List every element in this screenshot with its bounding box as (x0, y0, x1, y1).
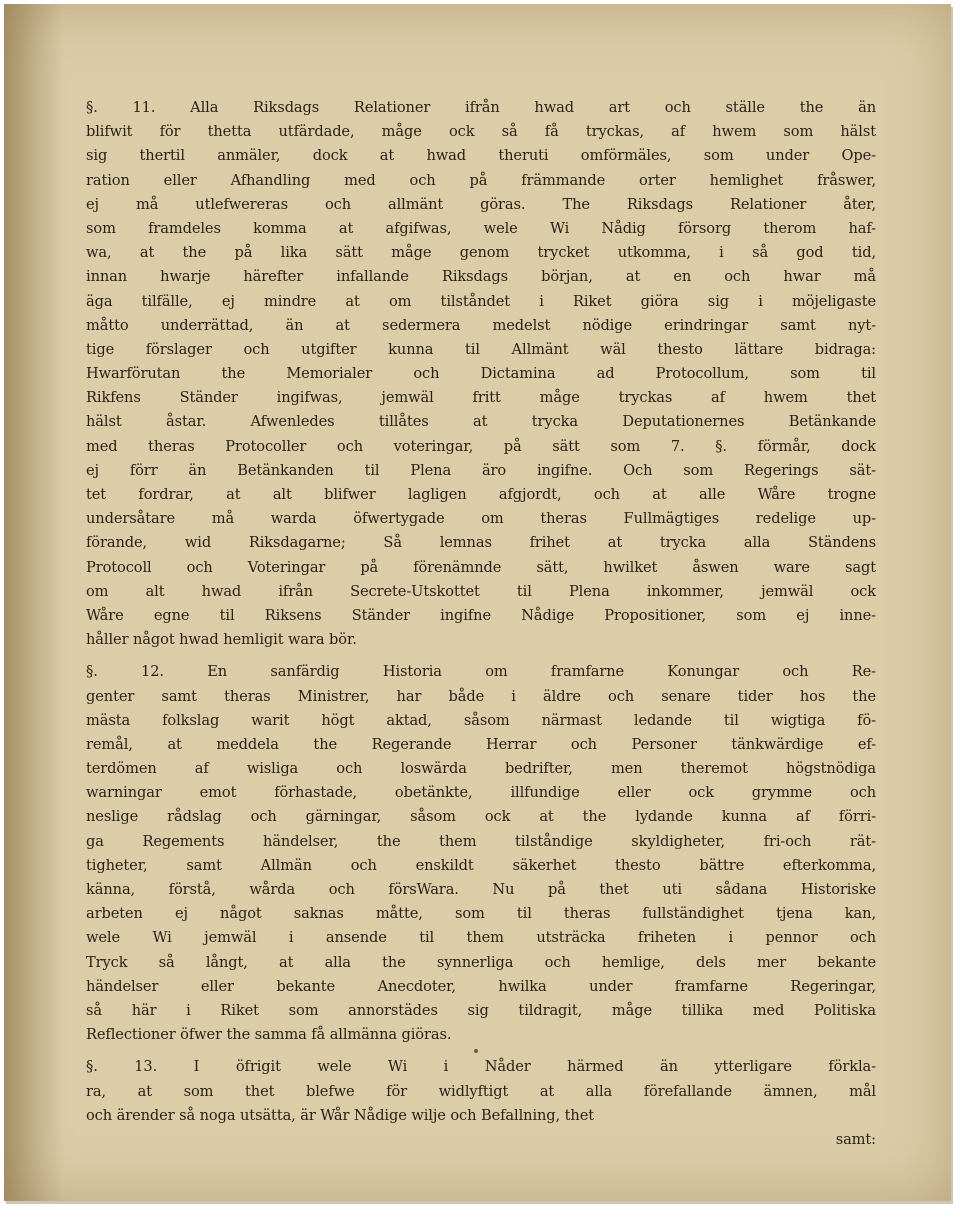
text-line: Hwarförutan the Memorialer och Dictamina ad Protocollum, som til (86, 365, 876, 383)
text-line: §. 12. En sanfärdig Historia om framfarne Konungar och Re- (86, 663, 876, 681)
document-text (86, 96, 876, 1152)
catchword: samt: (835, 1130, 876, 1148)
text-line: innan hwarje härefter infallande Riksdags början, at en och hwar må (86, 268, 876, 286)
text-line: hälst åstar. Afwenledes tillåtes at trycka Deputationernes Betänkande (86, 413, 876, 431)
text-line: tige förslager och utgifter kunna til Allmänt wäl thesto lättare bidraga: (86, 340, 876, 358)
text-line: känna, förstå, wårda och försWara. Nu på thet uti sådana Historiske (86, 881, 876, 898)
text-line: äga tilfälle, ej mindre at om tilståndet i Riket giöra sig i möjeligaste (86, 292, 876, 310)
text-line: sig thertil anmäler, dock at hwad theruti omförmäles, som under Ope- (86, 147, 876, 165)
text-line: genter samt theras Ministrer, har både i äldre och senare tider hos the (86, 687, 876, 705)
text-line: neslige rådslag och gärningar, såsom ock at the lydande kunna af förri- (86, 808, 876, 826)
text-line: wele Wi jemwäl i ansende til them utsträcka friheten i pennor och (86, 929, 876, 947)
text-line: ej må utlefwereras och allmänt göras. The Riksdags Relationer åter, (86, 195, 876, 213)
text-line: ga Regements händelser, the them tilståndige skyldigheter, fri-och rät- (86, 832, 876, 850)
text-line: Protocoll och Voteringar på förenämnde sätt, hwilket åswen ware sagt (86, 558, 876, 576)
text-line: tet fordrar, at alt blifwer lagligen afgjordt, och at alle Wåre trogne (86, 486, 876, 503)
paper-speck (474, 1049, 478, 1053)
paragraph-p11 (86, 96, 876, 652)
text-line: Wåre egne til Riksens Ständer ingifne Nådige Propositioner, som ej inne- (86, 606, 876, 624)
text-line: som framdeles komma at afgifwas, wele Wi Nådig försorg therom haf- (86, 219, 876, 237)
text-line: arbeten ej något saknas måtte, som til theras fullständighet tjena kan, (86, 905, 876, 923)
text-line: tigheter, samt Allmän och enskildt säkerhet thesto bättre efterkomma, (86, 856, 876, 874)
text-line: remål, at meddela the Regerande Herrar och Personer tänkwärdige ef- (86, 735, 876, 753)
binding-shadow (4, 4, 64, 1201)
text-line: warningar emot förhastade, obetänkte, illfundige eller ock grymme och (86, 784, 876, 802)
paragraph-gap (86, 652, 876, 660)
text-line: Tryck så långt, at alla the synnerliga och hemlige, dels mer bekante (86, 953, 876, 971)
text-line: håller något hwad hemligit wara bör. (86, 631, 357, 649)
text-line: och ärender så noga utsätta, är Wår Nådige wilje och Befallning, thet (86, 1106, 594, 1124)
text-line: Rikfens Ständer ingifwas, jemwäl fritt måge tryckas af hwem thet (86, 389, 876, 407)
text-line: undersåtare må warda öfwertygade om theras Fullmägtiges redelige up- (86, 510, 876, 528)
text-line: mästa folkslag warit högt aktad, såsom närmast ledande til wigtiga fö- (86, 711, 876, 729)
text-line: Reflectioner öfwer the samma få allmänna giöras. (86, 1026, 452, 1044)
text-line: händelser eller bekante Anecdoter, hwilka under framfarne Regeringar, (86, 977, 876, 995)
paragraph-gap (86, 1047, 876, 1055)
text-line: med theras Protocoller och voteringar, på sätt som 7. §. förmår, dock (86, 437, 876, 455)
paragraph-p12 (86, 660, 876, 1047)
text-line: ra, at som thet blefwe för widlyftigt at alla förefallande ämnen, mål (86, 1082, 876, 1100)
text-line: wa, at the på lika sätt måge genom trycket utkomma, i så god tid, (86, 244, 876, 262)
paragraph-p13 (86, 1055, 876, 1128)
text-line: blifwit för thetta utfärdade, måge ock så få tryckas, af hwem som hälst (86, 123, 876, 141)
text-line: förande, wid Riksdagarne; Så lemnas frihet at trycka alla Ständens (86, 534, 876, 552)
page (4, 4, 951, 1201)
text-line: så här i Riket som annorstädes sig tildragit, måge tillika med Politiska (86, 1001, 876, 1019)
text-line: måtto underrättad, än at sedermera medelst nödige erindringar samt nyt- (86, 316, 876, 334)
text-line: ej förr än Betänkanden til Plena äro ingifne. Och som Regerings sät- (86, 461, 876, 479)
text-line: om alt hwad ifrån Secrete-Utskottet til Plena inkommer, jemwäl ock (86, 582, 876, 600)
text-line: §. 13. I öfrigit wele Wi i Nåder härmed än ytterligare förkla- (86, 1058, 876, 1076)
text-line: §. 11. Alla Riksdags Relationer ifrån hwad art och ställe the än (86, 99, 876, 116)
text-line: ration eller Afhandling med och på främmande orter hemlighet fråswer, (86, 171, 876, 189)
text-line: terdömen af wisliga och loswärda bedrifter, men theremot högstnödiga (86, 760, 876, 778)
